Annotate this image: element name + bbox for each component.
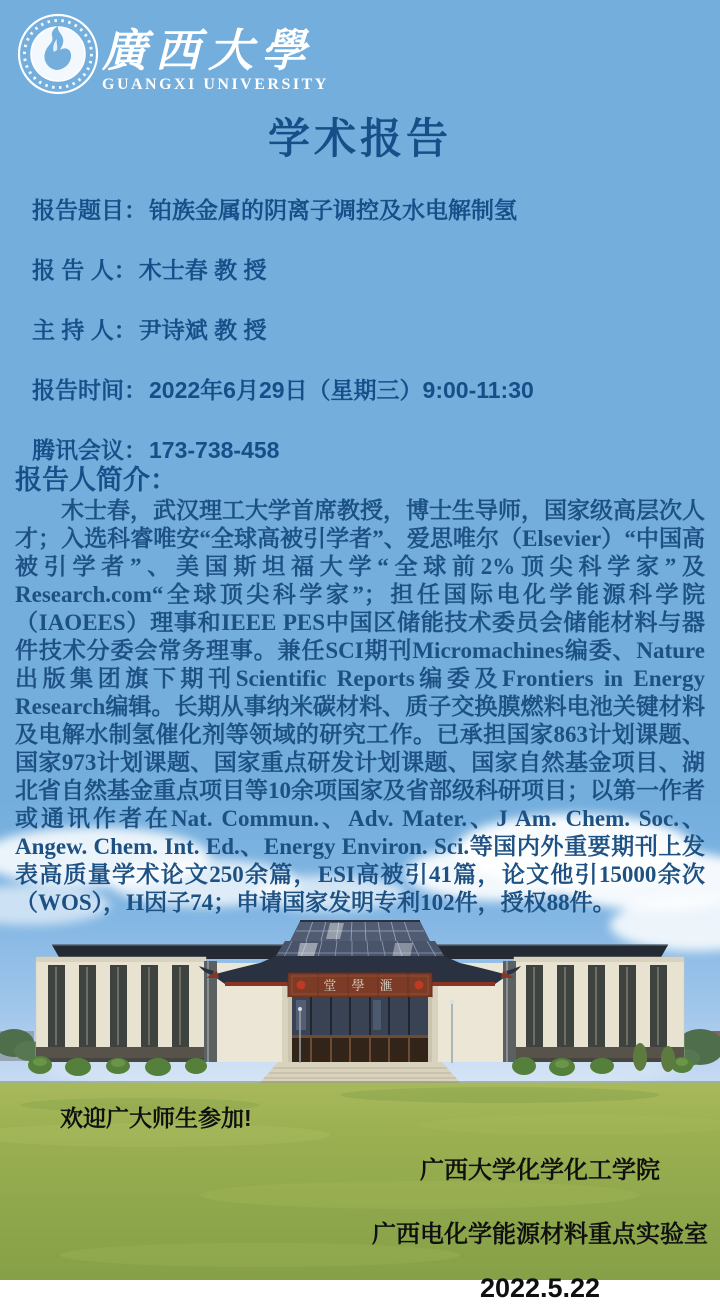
lantern-icon <box>297 981 306 990</box>
university-name-en: GUANGXI UNIVERSITY <box>102 76 329 93</box>
lecture-details <box>32 192 534 465</box>
detail-label-speaker: 报 告 人： <box>32 257 137 283</box>
university-name-cn: 廣西大學 <box>102 24 315 77</box>
header <box>0 0 720 110</box>
bio-text: 木士春，武汉理工大学首席教授，博士生导师，国家级高层次人才；入选科睿唯安“全球高被引学者”、爱思唯尔（Elsevier）“中国高被引学者”、美国斯坦福大学“全球前2%顶尖科学家”及Research.com“全球顶尖科学家”；担任国际电化学能源科学院（IAOEES）理事和IEEE PES中国区储能技术委员会储能材料与器件技术分委会常务理事。兼任SCI期刊Micromachines编委、Nature出版集团旗下期刊Scientific Reports编委及Frontiers in Energy Research编辑。长期从事纳米碳材料、质子交换膜燃料电池关键材料及电解水制氢催化剂等领域的研究工作。已承担国家863计划课题、国家973计划课题、国家重点研发计划课题、国家自然基金项目、湖北省自然基金重点项目等10余项国家及省部级科研项目；以第一作者或通讯作者在Nat. Commun.、Adv. Mater.、J Am. Chem. Soc.、Angew. Chem. Int. Ed.、Energy Environ. Sci.等国内外重要期刊上发表高质量学术论文250余篇，ESI高被引41篇，论文他引15000余次（WOS），H因子74；申请国家发明专利102件，授权88件。 <box>15 498 705 915</box>
auditorium-building <box>28 920 693 1085</box>
right-wing <box>514 957 684 1062</box>
detail-value-time: 2022年6月29日（星期三）9:00-11:30 <box>149 377 534 403</box>
detail-label-host: 主 持 人： <box>32 317 137 343</box>
detail-label-meeting: 腾讯会议： <box>32 437 147 463</box>
detail-row-topic <box>32 192 534 225</box>
lantern-icon <box>415 981 424 990</box>
university-seal-icon <box>16 12 100 96</box>
sign-band <box>288 973 432 997</box>
bio-heading: 报告人简介： <box>15 465 177 495</box>
left-wing <box>36 957 206 1062</box>
detail-label-time: 报告时间： <box>32 377 147 403</box>
detail-row-host <box>32 312 534 345</box>
organizer-college: 广西大学化学化工学院 <box>420 1157 660 1184</box>
poster-date: 2022.5.22 <box>479 1273 601 1303</box>
detail-value-topic: 铂族金属的阴离子调控及水电解制氢 <box>149 197 517 223</box>
detail-value-meeting: 173-738-458 <box>149 437 280 463</box>
detail-row-time <box>32 372 534 405</box>
poster-title: 学术报告 <box>267 115 452 162</box>
entrance-doors <box>288 997 432 1062</box>
organizer-lab: 广西电化学能源材料重点实验室 <box>372 1221 708 1248</box>
detail-value-host: 尹诗斌 教 授 <box>138 317 267 343</box>
detail-value-speaker: 木士春 教 授 <box>138 257 267 283</box>
detail-row-speaker <box>32 252 534 285</box>
organizer-block <box>360 1150 720 1304</box>
welcome-message: 欢迎广大师生参加! <box>60 1105 252 1131</box>
building-sign-text: 堂 學 滙 <box>323 978 399 993</box>
detail-label-topic: 报告题目： <box>32 197 147 223</box>
